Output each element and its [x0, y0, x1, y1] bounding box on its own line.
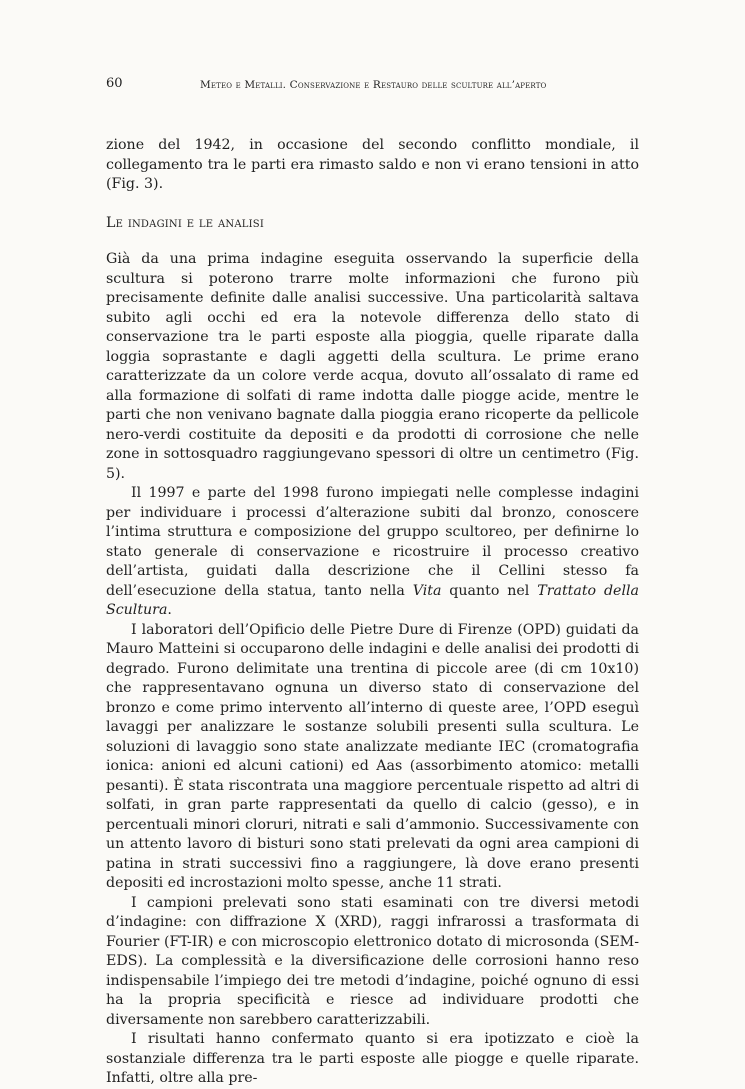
title-vita: Vita: [412, 582, 442, 599]
running-title: Meteo e Metalli. Conservazione e Restauro delle sculture all’aperto: [200, 79, 547, 91]
paragraph-5: I risultati hanno confermato quanto si era ipotizzato e cioè la sostanziale differenza tra le parti esposte alle piogge e quelle riparate. Infatti, oltre alla pre-: [106, 1031, 639, 1086]
paragraph-2-mid: quanto nel: [441, 582, 538, 599]
intro-text-block: [106, 136, 639, 195]
paragraph-4: I campioni prelevati sono stati esaminati con tre diversi metodi d’indagine: con diffrazione X (XRD), raggi infrarossi a trasformata di Fourier (FT-IR) e con microscopio elettronico dotato di microsonda (SEM-EDS). La complessità e la diversificazione delle corrosioni hanno reso indispensabile l’impiego dei tre metodi d’indagine, poiché ognuno di essi ha la propria specificità e riesce ad individuare prodotti che diversamente non sarebbero caratterizzabili.: [106, 894, 639, 1028]
intro-paragraph: zione del 1942, in occasione del secondo conflitto mondiale, il collegamento tra le parti era rimasto saldo e non vi erano tensioni in atto (Fig. 3).: [106, 137, 639, 192]
paragraph-2-end: .: [167, 602, 172, 618]
title-trattato: Trattato della Scultura: [106, 582, 639, 618]
paragraph-3: I laboratori dell’Opificio delle Pietre Dure di Firenze (OPD) guidati da Mauro Matteini si occuparono delle indagini e delle analisi dei prodotti di degrado. Furono delimitate una trentina di piccole aree (di cm 10x10) che rappresentavano ognuna un diverso stato di conservazione del bronzo e come primo intervento all’interno di queste aree, l’OPD eseguì lavaggi per analizzare le sostanze solubili presenti sulla scultura. Le soluzioni di lavaggio sono state analizzate mediante IEC (cromatografia ionica: anioni ed alcuni cationi) ed Aas (assorbimento atomico: metalli pesanti). È stata riscontrata una maggiore percentuale rispetto ad altri di solfati, in gran parte rappresentati da quello di calcio (gesso), e in percentuali minori cloruri, nitrati e sali d’ammonio. Successivamente con un attento lavoro di bisturi sono stati prelevati da ogni area campioni di patina in strati successivi fino a raggiungere, là dove erano presenti depositi ed incrostazioni molto spesse, anche 11 strati.: [106, 621, 639, 891]
paragraph-2-start: Il 1997 e parte del 1998 furono impiegati nelle complesse indagini per individuare i processi d’alterazione subiti dal bronzo, conoscere l’intima struttura e composizione del gruppo scultoreo, per definirne lo stato generale di conservazione e ricostruire il processo creativo dell’artista, guidati dalla descrizione che il Cellini stesso fa dell’esecuzione della statua, tanto nella: [106, 485, 639, 599]
page-number: 60: [106, 76, 123, 91]
section-body: [106, 250, 639, 1089]
paragraph-2: [106, 484, 639, 621]
paragraph-1: Già da una prima indagine eseguita osservando la superficie della scultura si poterono trarre molte informazioni che furono più precisamente definite dalle analisi successive. Una particolarità saltava subito agli occhi ed era la notevole differenza dello stato di conservazione tra le parti esposte alla pioggia, quelle riparate dalla loggia soprastante e dagli aggetti della scultura. Le prime erano caratterizzate da un colore verde acqua, dovuto all’ossalato di rame ed alla formazione di solfati di rame indotta dalle piogge acide, mentre le parti che non venivano bagnate dalla pioggia erano ricoperte da pellicole nero-verdi costituite da depositi e da prodotti di corrosione che nelle zone in sottosquadro raggiungevano spessori di oltre un centimetro (Fig. 5).: [106, 251, 639, 482]
section-heading: Le indagini e le analisi: [106, 215, 264, 231]
